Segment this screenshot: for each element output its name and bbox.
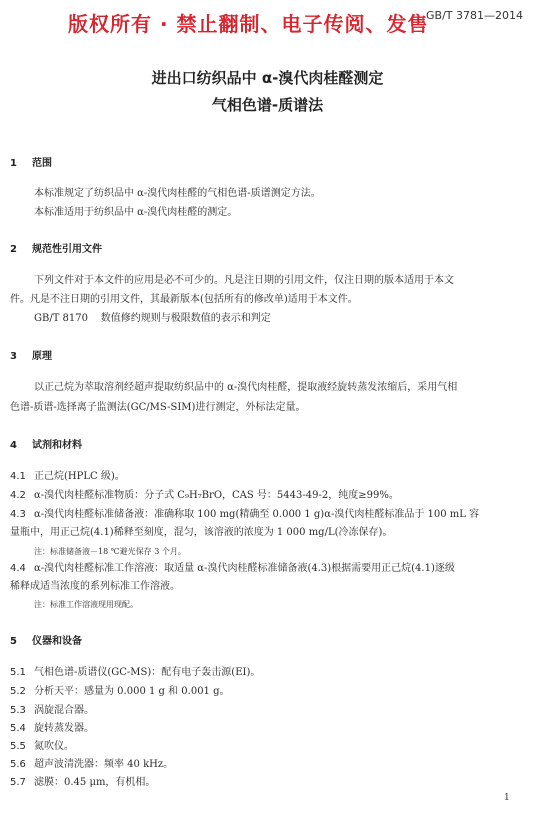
paragraph-continued: 件。凡是不注日期的引用文件，其最新版本(包括所有的修改单)适用于本文件。 [10, 294, 358, 305]
clause-text: 正己烷(HPLC 级)。 [34, 471, 125, 482]
section-number: 3 [10, 351, 17, 362]
clause-5-7 [10, 776, 155, 789]
clause-text: 滤膜：0.45 μm，有机相。 [34, 777, 156, 788]
section-3-heading [10, 347, 52, 362]
clause-text: 氮吹仪。 [34, 741, 74, 752]
clause-5-3 [10, 704, 94, 717]
paragraph-continued: 色谱-质谱-选择离子监测法(GC/MS-SIM)进行测定，外标法定量。 [10, 402, 306, 413]
clause-5-1 [10, 666, 260, 679]
clause-continued: 量瓶中，用正己烷(4.1)稀释至刻度，混匀，该溶液的浓度为 1 000 mg/L(冷冻保存)。 [10, 527, 393, 538]
section-number: 2 [10, 244, 17, 255]
clause-note: 注：标准工作溶液现用现配。 [34, 600, 138, 609]
section-title: 仪器和设备 [32, 636, 82, 647]
section-5-heading [10, 632, 82, 647]
section-number: 4 [10, 440, 17, 451]
section-title: 试剂和材料 [32, 440, 82, 451]
section-number: 1 [10, 158, 17, 169]
clause-text: 分析天平：感量为 0.000 1 g 和 0.001 g。 [34, 686, 230, 697]
clause-text: α-溴代肉桂醛标准工作溶液：取适量 α-溴代肉桂醛标准储备液(4.3)根据需要用正己烷(4.1)逐级 [34, 563, 455, 574]
clause-4-3 [10, 508, 479, 521]
copyright-watermark: 版权所有 · 禁止翻制、电子传阅、发售 [68, 12, 429, 36]
section-title: 原理 [32, 351, 52, 362]
clause-text: 旋转蒸发器。 [34, 723, 94, 734]
reference-title: 数值修约规则与极限数值的表示和判定 [100, 313, 271, 324]
clause-number: 5.2 [10, 686, 26, 697]
clause-number: 4.3 [10, 509, 26, 520]
clause-4-1 [10, 470, 125, 483]
clause-4-2 [10, 489, 399, 502]
clause-5-4 [10, 722, 94, 735]
paragraph: 本标准适用于纺织品中 α-溴代肉桂醛的测定。 [34, 207, 238, 218]
clause-number: 4.2 [10, 490, 26, 501]
clause-number: 5.6 [10, 759, 26, 770]
section-1-heading [10, 154, 52, 169]
clause-5-5 [10, 740, 74, 753]
document-subtitle: 气相色谱-质谱法 [211, 96, 324, 114]
clause-number: 5.3 [10, 705, 26, 716]
clause-text: 气相色谱-质谱仪(GC-MS)：配有电子轰击源(EI)。 [34, 667, 261, 678]
section-title: 规范性引用文件 [32, 244, 102, 255]
clause-5-2 [10, 685, 230, 698]
normative-reference [34, 312, 271, 325]
clause-number: 4.1 [10, 471, 26, 482]
clause-note: 注：标准储备液－18 ℃避光保存 3 个月。 [34, 547, 186, 556]
paragraph: 本标准规定了纺织品中 α-溴代肉桂醛的气相色谱-质谱测定方法。 [34, 188, 321, 199]
page-number: 1 [504, 793, 510, 803]
clause-text: α-溴代肉桂醛标准储备液：准确称取 100 mg(精确至 0.000 1 g)α-溴代肉桂醛标准品于 100 mL 容 [34, 509, 480, 520]
clause-text: 超声波清洗器：频率 40 kHz。 [34, 759, 174, 770]
clause-text: 涡旋混合器。 [34, 705, 94, 716]
clause-number: 5.4 [10, 723, 26, 734]
clause-number: 5.7 [10, 777, 26, 788]
paragraph: 以正己烷为萃取溶剂经超声提取纺织品中的 α-溴代肉桂醛，提取液经旋转蒸发浓缩后，采用气相 [34, 382, 458, 393]
clause-number: 5.5 [10, 741, 26, 752]
reference-code: GB/T 8170 [34, 313, 89, 324]
section-number: 5 [10, 636, 17, 647]
section-2-heading [10, 240, 102, 255]
clause-4-4 [10, 562, 455, 575]
clause-number: 5.1 [10, 667, 26, 678]
section-title: 范围 [32, 158, 52, 169]
document-title: 进出口纺织品中 α-溴代肉桂醛测定 [151, 69, 384, 87]
clause-continued: 稀释成适当浓度的系列标准工作溶液。 [10, 581, 180, 592]
clause-5-6 [10, 758, 173, 771]
standard-number: GB/T 3781—2014 [426, 9, 523, 22]
paragraph: 下列文件对于本文件的应用是必不可少的。凡是注日期的引用文件，仅注日期的版本适用于本文 [34, 275, 454, 286]
clause-number: 4.4 [10, 563, 26, 574]
clause-text: α-溴代肉桂醛标准物质：分子式 C₉H₇BrO，CAS 号：5443-49-2，纯度≥99%。 [34, 490, 399, 501]
section-4-heading [10, 436, 82, 451]
